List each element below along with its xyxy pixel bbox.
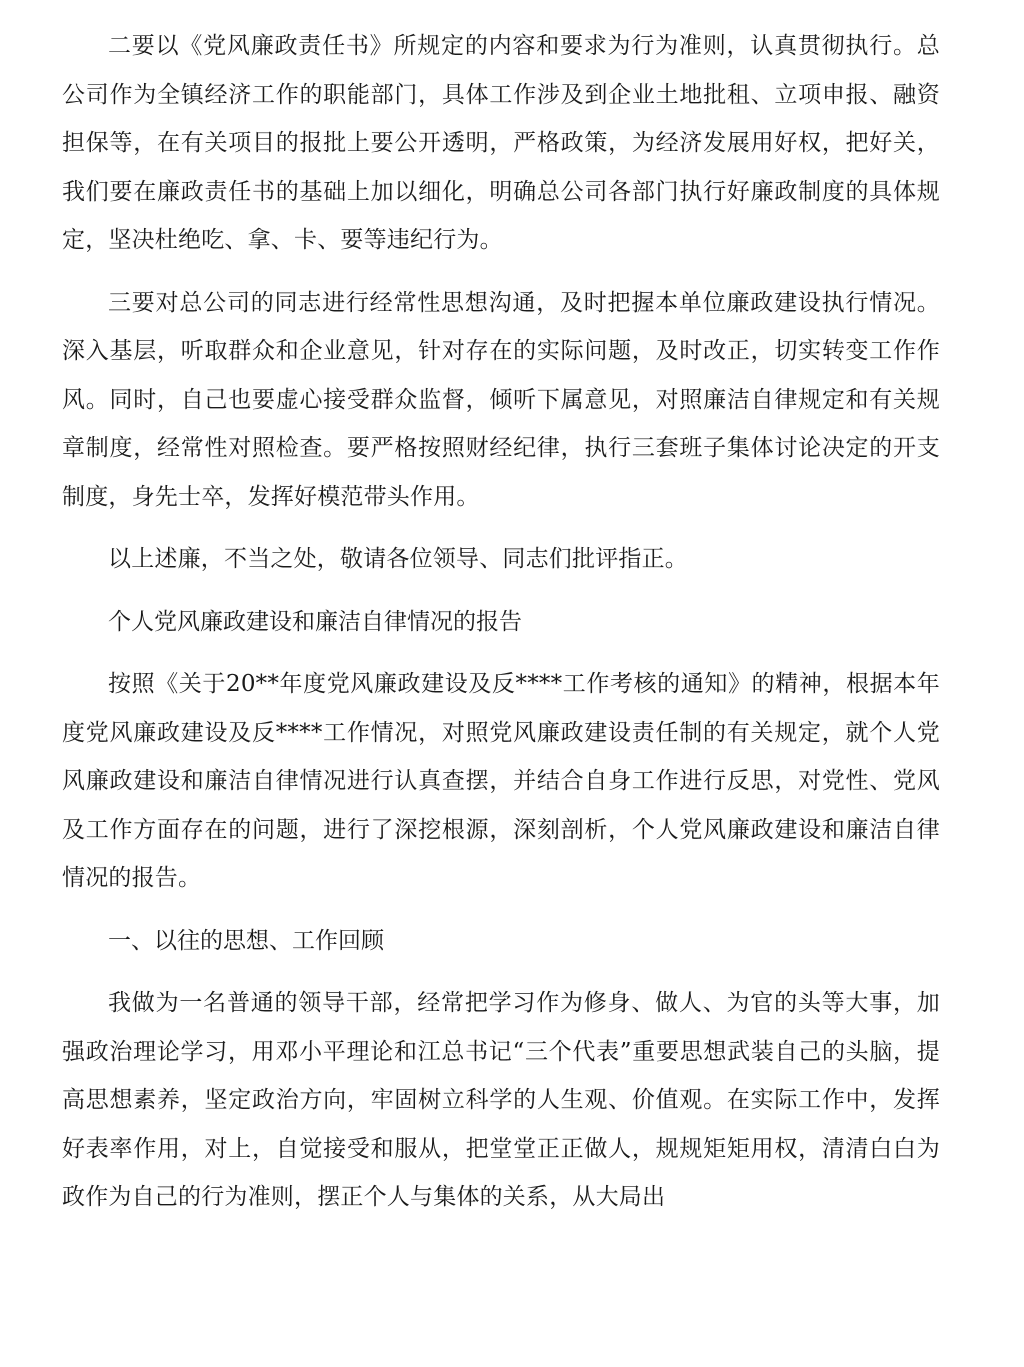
- report-title: 个人党风廉政建设和廉洁自律情况的报告: [108, 608, 522, 635]
- paragraph-communication: 三要对总公司的同志进行经常性思想沟通，及时把握本单位廉政建设执行情况。深入基层，听取群众和企业意见，针对存在的实际问题，及时改正，切实转变工作作风。同时，自己也要虚心接受群众监督，倾听下属意见，对照廉洁自律规定和有关规章制度，经常性对照检查。要严格按照财经纪律，执行三套班子集体讨论决定的开支制度，身先士卒，发挥好模范带头作用。: [62, 289, 940, 510]
- section-heading: 一、以往的思想、工作回顾: [108, 927, 384, 954]
- paragraph-review: 我做为一名普通的领导干部，经常把学习作为修身、做人、为官的头等大事，加强政治理论学习，用邓小平理论和江总书记“三个代表”重要思想武装自己的头脑，提高思想素养，坚定政治方向，牢固树立科学的人生观、价值观。在实际工作中，发挥好表率作用，对上，自觉接受和服从，把堂堂正正做人，规规矩矩用权，清清白白为政作为自己的行为准则，摆正个人与集体的关系，从大局出: [62, 990, 940, 1210]
- paragraph-intro: 按照《关于20**年度党风廉政建设及反****工作考核的通知》的精神，根据本年度党风廉政建设及反****工作情况，对照党风廉政建设责任制的有关规定，就个人党风廉政建设和廉洁自律情况进行认真查摆，并结合自身工作进行反思，对党性、党风及工作方面存在的问题，进行了深挖根源，深刻剖析，个人党风廉政建设和廉洁自律情况的报告。: [62, 671, 940, 891]
- paragraph-responsibility: 二要以《党风廉政责任书》所规定的内容和要求为行为准则，认真贯彻执行。总公司作为全镇经济工作的职能部门，具体工作涉及到企业土地批租、立项申报、融资担保等，在有关项目的报批上要公开透明，严格政策，为经济发展用好权，把好关，我们要在廉政责任书的基础上加以细化，明确总公司各部门执行好廉政制度的具体规定，坚决杜绝吃、拿、卡、要等违纪行为。: [62, 33, 940, 253]
- paragraph-closing: 以上述廉，不当之处，敬请各位领导、同志们批评指正。: [108, 546, 688, 572]
- document-page: [62, 22, 940, 1236]
